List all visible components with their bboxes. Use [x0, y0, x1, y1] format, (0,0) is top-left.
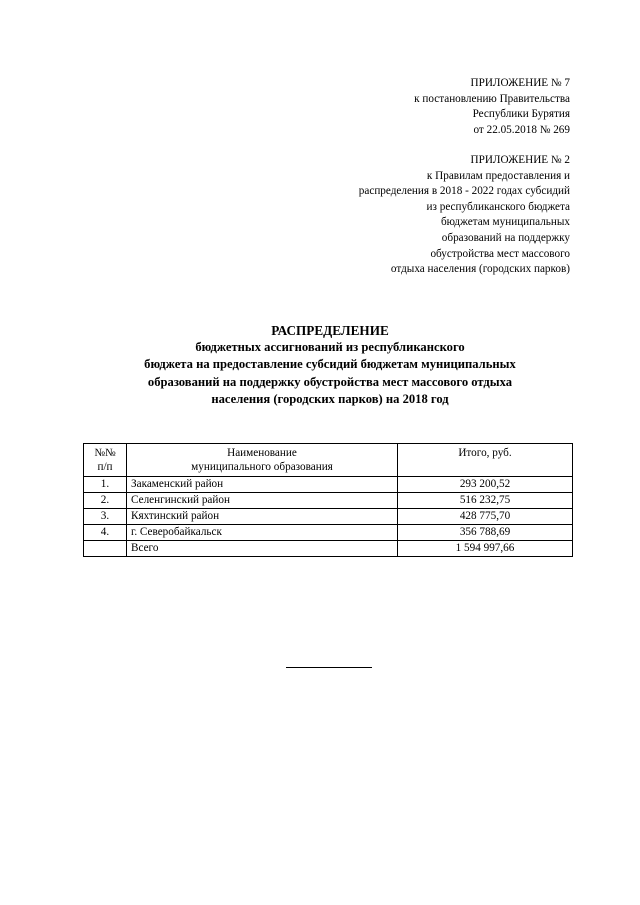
appendix-7-block [414, 76, 570, 138]
row-total: 516 232,75 [398, 493, 573, 509]
total-label: Всего [127, 541, 398, 557]
appendix-7-line: Республики Бурятия [472, 108, 570, 121]
appendix-2-line: из республиканского бюджета [426, 200, 570, 213]
appendix-7-line: к постановлению Правительства [414, 92, 570, 105]
row-num: 4. [84, 525, 127, 541]
appendix-2-line: к Правилам предоставления и [426, 169, 570, 182]
table-row [84, 525, 573, 541]
table-total-row [84, 541, 573, 557]
header-name [127, 444, 398, 477]
appendix-2-line: бюджетам муниципальных [440, 216, 570, 229]
row-name: Кяхтинский район [127, 509, 398, 525]
table-row [84, 509, 573, 525]
distribution-table [83, 443, 573, 557]
title-line: образований на поддержку обустройства мест массового отдыха [147, 374, 513, 389]
row-total: 293 200,52 [398, 477, 573, 493]
header-num [84, 444, 127, 477]
appendix-2-line: отдыха населения (городских парков) [390, 263, 570, 276]
table-header-row [84, 444, 573, 477]
header-name-line: муниципального образования [191, 461, 333, 473]
appendix-2-line: образований на поддержку [441, 231, 570, 244]
total-value: 1 594 997,66 [398, 541, 573, 557]
document-title [60, 322, 600, 409]
title-line: бюджета на предоставление субсидий бюджетам муниципальных [144, 357, 516, 372]
row-name: Закаменский район [127, 477, 398, 493]
row-num: 1. [84, 477, 127, 493]
row-name: Селенгинский район [127, 493, 398, 509]
header-num-line: №№ [94, 447, 116, 459]
table-row [84, 493, 573, 509]
total-num [84, 541, 127, 557]
header-num-line: п/п [97, 461, 113, 473]
table-row [84, 477, 573, 493]
row-name: г. Северобайкальск [127, 525, 398, 541]
header-name-line: Наименование [227, 447, 297, 459]
row-total: 428 775,70 [398, 509, 573, 525]
appendix-2-line: распределения в 2018 - 2022 годах субсидий [358, 185, 570, 198]
row-num: 2. [84, 493, 127, 509]
appendix-2-block [359, 153, 570, 278]
title-line: населения (городских парков) на 2018 год [211, 392, 449, 407]
header-total: Итого, руб. [398, 444, 573, 477]
appendix-7-title: ПРИЛОЖЕНИЕ № 7 [470, 77, 570, 89]
title-line: бюджетных ассигнований из республиканского [195, 340, 465, 354]
row-num: 3. [84, 509, 127, 525]
appendix-7-date: от 22.05.2018 № 269 [473, 123, 570, 136]
appendix-2-line: обустройства мест массового [430, 247, 570, 260]
appendix-2-title: ПРИЛОЖЕНИЕ № 2 [470, 154, 570, 166]
end-divider-line [286, 667, 372, 668]
row-total: 356 788,69 [398, 525, 573, 541]
title-main: РАСПРЕДЕЛЕНИЕ [271, 323, 389, 338]
